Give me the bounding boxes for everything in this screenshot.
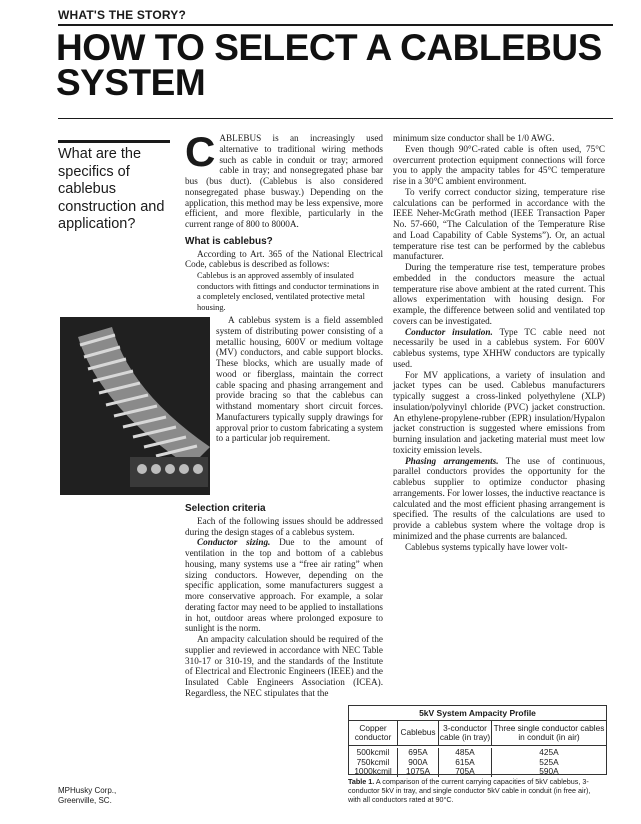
table-row	[349, 767, 606, 777]
paragraph: According to Art. 365 of the National Electrical Code, cablebus is described as follows:	[185, 248, 383, 270]
paragraph-text: Type TC cable need not necessarily be used in a cablebus system. For 600V cablebus systems, type XHHW conductors are typically used.	[393, 326, 606, 369]
run-in-heading: Phasing arrangements.	[405, 455, 499, 466]
table-cell: 525A	[539, 756, 559, 767]
article-headline: HOW TO SELECT A CABLEBUS SYSTEM	[56, 27, 602, 103]
cablebus-photo	[60, 317, 210, 495]
paragraph	[393, 327, 605, 370]
header-rule	[58, 118, 613, 119]
table-cell: 1075A	[398, 767, 439, 777]
section-heading-selection: Selection criteria	[185, 503, 266, 514]
paragraph: An ampacity calculation should be required of the supplier and reviewed in accordance with NEC Table 310-17 or 310-19, and the standards of the Institute of Electrical and Electronic Engineers (IEEE) and the Insulated Cable Engineers Association (ICEA). Regardless, the NEC stipulates that the	[185, 634, 383, 698]
table-header-cell: Three single conductor cables in conduit (in air)	[493, 722, 605, 742]
paragraph: To verify correct conductor sizing, temperature rise calculations can be performed in accordance with the IEEE Neher-McGrath method (IEEE Transaction Paper No. 57-660, “The Calculation of the Temperature Rise and Load Capability of Cable Systems”). Or, an actual temperature rise test can be performed by the cablebus manufacturer.	[393, 186, 605, 262]
drop-cap: C	[185, 128, 216, 175]
sidebar-question: What are the specifics of cablebus construction and application?	[58, 146, 165, 232]
ampacity-table	[348, 705, 607, 775]
paragraph: A cablebus system is a field assembled system of distributing power consisting of a metallic housing, 600V or medium voltage (MV) conductors, and cable support blocks. These blocks, which are usually made of wood or fiberglass, maintain the correct cable spacing and phasing arrangement and provide bracing so that the cablebus can withstand momentary short circuit forces. Manufacturers typically supply drawings for approval prior to custom fabricating a system to a particular job requirement.	[216, 315, 383, 444]
paragraph: Even though 90°C-rated cable is often used, 75°C overcurrent protection equipment connections will force you to apply the ampacity tables for 45°C temperature rise in a 30°C ambient environment.	[393, 143, 605, 186]
table-cell: 485A	[439, 748, 492, 758]
table-caption	[348, 777, 605, 804]
paragraph-text: The use of continuous, parallel conductors provides the opportunity for the cablebus supplier to optimize conductor phasing arrangements. For lower losses, the inductive reactance is calculated and the most efficient phasing arrangement is specified. The results of the calculations are used to provide a cablebus system where the voltage drop is minimized and the phase currents are balanced.	[393, 455, 606, 541]
author-credit	[58, 786, 168, 806]
column-1	[185, 128, 384, 699]
credit-company: MPHusky Corp.,	[58, 786, 117, 795]
section-heading-what-is: What is cablebus?	[185, 235, 273, 247]
sidebar-rule	[58, 140, 170, 143]
table-cell: 615A	[439, 758, 492, 768]
column-2	[393, 133, 605, 552]
table-header-cell: Copper conductor	[349, 721, 398, 745]
table-cell: 900A	[398, 758, 439, 768]
table-header-row	[349, 721, 606, 746]
table-header-cell: Cablebus	[398, 721, 439, 745]
paragraph: Each of the following issues should be addressed during the design stages of a cablebus system.	[185, 515, 383, 537]
table-cell: 1000kcmil	[349, 767, 398, 777]
paragraph	[185, 537, 383, 634]
paragraph-text: Due to the amount of ventilation in the top and bottom of a cablebus housing, many systems use a “free air rating” when sizing conductors. However, depending on the specific application, some manufacturers suggest a more conservative approach. For example, a solar derating factor may need to be applied to installations in hot, outdoor areas where prolonged exposure to sunlight is the norm.	[185, 537, 384, 634]
credit-location: Greenville, SC.	[58, 796, 112, 805]
section-kicker: WHAT'S THE STORY?	[58, 8, 187, 22]
intro-paragraph: ABLEBUS is an increasingly used alternative to traditional wiring methods such as cable in conduit or tray; armored cable in tray; and nonsegregated phase bar bus (bus duct). (Cablebus is also considered nonsegregated phase busway.) Depending on the application, this method may be less expensive, more efficient, and more flexible, particularly in the current range of 800 to 8000A.	[185, 133, 383, 229]
table-cell: 590A	[539, 766, 559, 776]
table-title: 5kV System Ampacity Profile	[349, 706, 606, 721]
caption-text: A comparison of the current carrying capacities of 5kV cablebus, 3-conductor 5kV in tray, and single conductor 5kV cable in conduit (in free air), with all conductors rated at 90°C.	[348, 777, 591, 804]
table-cell: 500kcmil	[349, 748, 398, 758]
table-cell: 695A	[398, 748, 439, 758]
table-body	[349, 746, 606, 777]
table-header-cell: 3-conductor cable (in tray)	[439, 721, 492, 745]
table-cell: 705A	[439, 767, 492, 777]
table-cell: 425A	[539, 747, 559, 757]
paragraph: minimum size conductor shall be 1/0 AWG.	[393, 133, 555, 143]
nec-definition-quote: Cablebus is an approved assembly of insulated conductors with fittings and conductor terminations in a completely enclosed, ventilated protective metal housing.	[197, 271, 379, 312]
run-in-heading: Conductor sizing.	[197, 537, 271, 548]
paragraph: For MV applications, a variety of insulation and jacket types can be used. Cablebus manufacturers typically suggest a cross-linked polyethylene (XLP) insulation/polyvinyl chloride (PVC) jacket construction. An ethylene-propylene-rubber (EPR) insulation/Hypalon jacket construction is suggested where emissions from burning insulation and jacketing material must meet low toxicity emission levels.	[393, 369, 605, 455]
table-cell: 750kcmil	[349, 758, 398, 768]
run-in-heading: Conductor insulation.	[405, 326, 493, 337]
paragraph	[393, 456, 605, 542]
caption-label: Table 1.	[348, 777, 375, 786]
paragraph: During the temperature rise test, temperature probes embedded in the conductors measure the actual temperature rise above ambient at the rated current. This allows experimentation with housing design. For example, the difference between solid and ventilated top covers can be investigated.	[393, 262, 605, 326]
paragraph: Cablebus systems typically have lower volt-	[405, 541, 568, 552]
top-rule	[58, 24, 613, 26]
